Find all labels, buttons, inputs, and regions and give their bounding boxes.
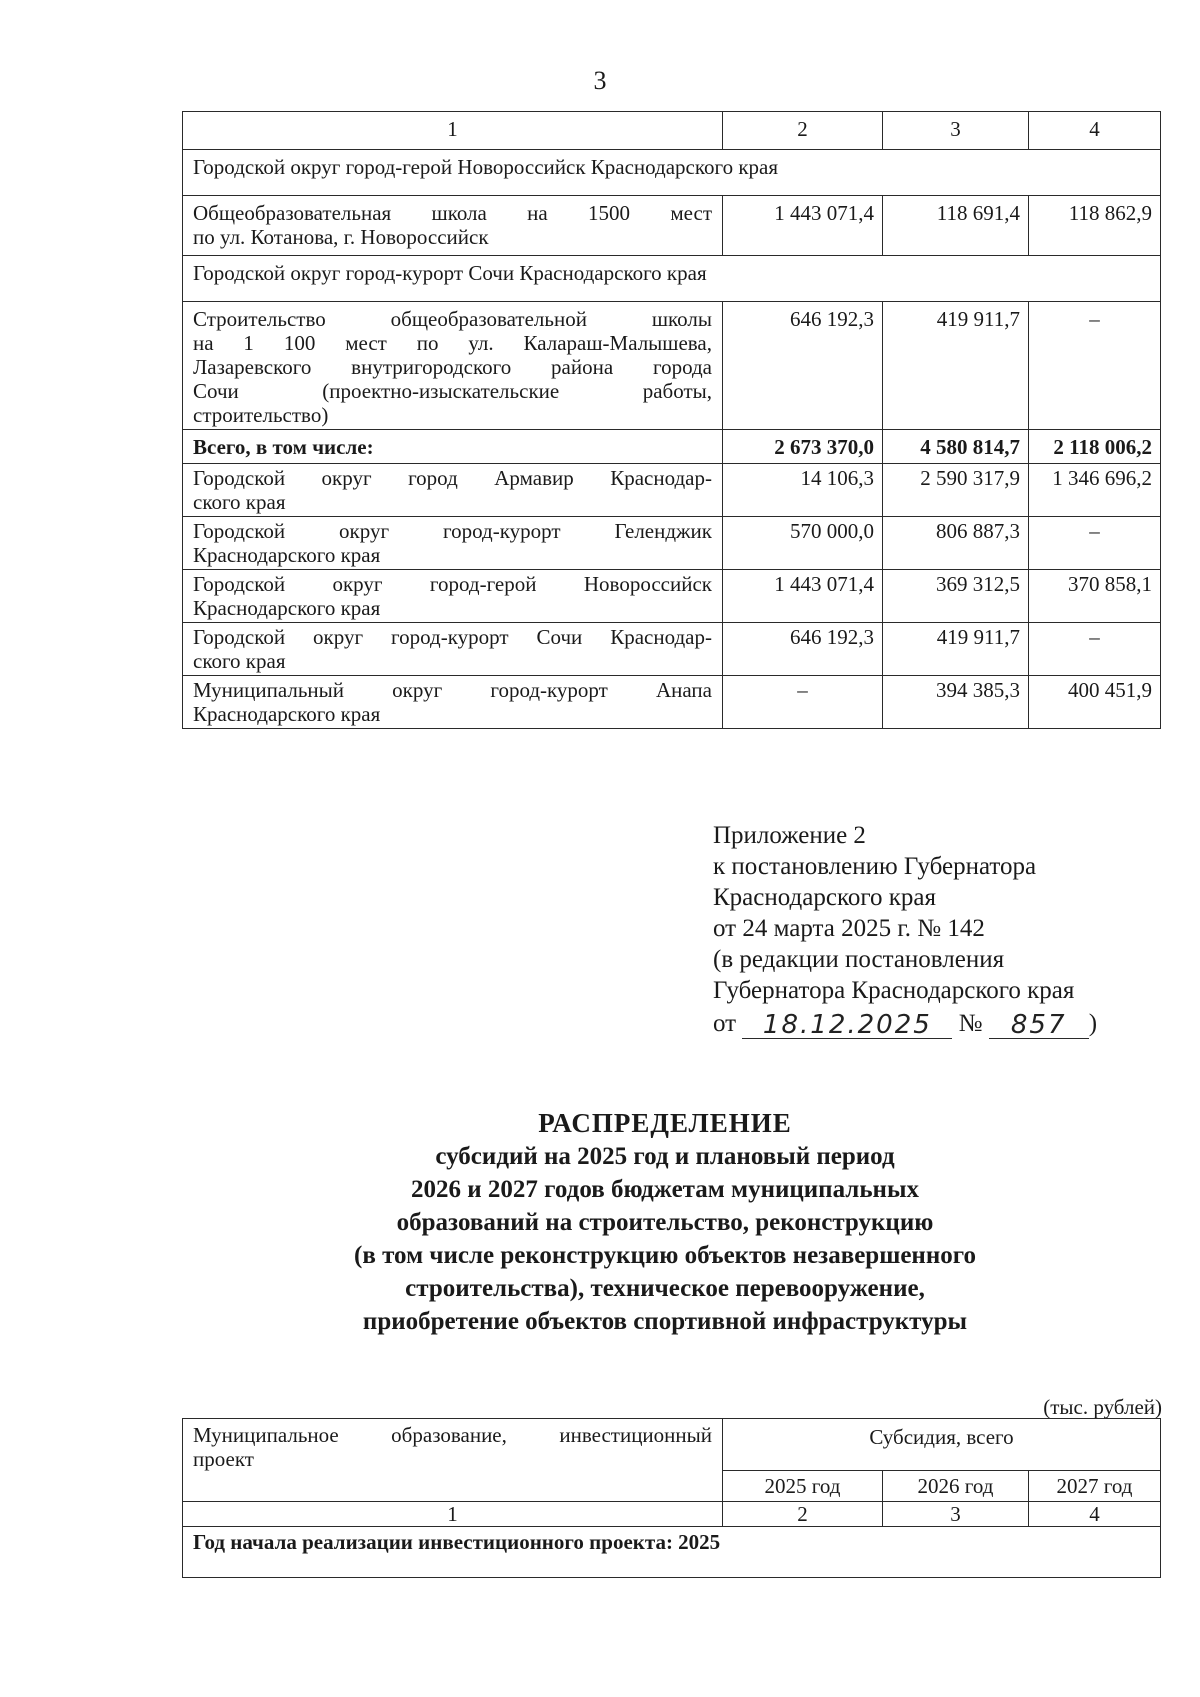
table-header-row	[183, 112, 1161, 150]
title-line: приобретение объектов спортивной инфраструктуры	[362, 1308, 968, 1335]
appendix-block	[713, 820, 1097, 1039]
year-header: 2027 год	[1029, 1471, 1161, 1502]
header-line: Муниципальное образование, инвестиционный	[193, 1423, 712, 1447]
value-2025: 646 192,3	[723, 302, 883, 430]
value-2025: 14 106,3	[723, 464, 883, 517]
title-line: образований на строительство, реконструкцию	[396, 1209, 934, 1236]
value-2027: –	[1029, 623, 1161, 676]
table-row	[183, 517, 1161, 570]
column-number: 4	[1029, 1502, 1161, 1527]
column-number: 1	[183, 1502, 723, 1527]
project-name-line: строительство)	[193, 403, 329, 427]
table-row	[183, 464, 1161, 517]
project-name-cell	[183, 196, 723, 256]
signature-line	[713, 1008, 1097, 1039]
section-start-year: Год начала реализации инвестиционного проекта: 2025	[183, 1527, 1161, 1578]
column-number: 2	[723, 1502, 883, 1527]
header-cell: 2	[723, 112, 883, 150]
column-header-municipality	[183, 1419, 723, 1502]
total-2026: 4 580 814,7	[883, 430, 1029, 464]
section-row	[183, 256, 1161, 302]
municipality-line: Муниципальный округ город-курорт Анапа	[193, 678, 712, 702]
project-name-line: Сочи (проектно-изыскательские работы,	[193, 379, 712, 403]
distribution-table	[182, 1418, 1161, 1578]
table-row	[183, 196, 1161, 256]
handwritten-number: 857	[1010, 1010, 1067, 1040]
section-novorossiysk: Городской округ город-герой Новороссийск Краснодарского края	[183, 150, 1161, 196]
header-cell: 4	[1029, 112, 1161, 150]
value-2027: 118 862,9	[1029, 196, 1161, 256]
column-header-subsidy: Субсидия, всего	[723, 1419, 1161, 1471]
subsidy-table-continued	[182, 111, 1161, 729]
value-2026: 419 911,7	[883, 302, 1029, 430]
project-name-line: Строительство общеобразовательной школы	[193, 307, 712, 331]
municipality-line: Городской округ город-курорт Сочи Краснодар-	[193, 625, 712, 649]
number-label: №	[958, 1010, 983, 1037]
handwritten-date: 18.12.2025	[762, 1010, 932, 1040]
date-field	[742, 1010, 952, 1039]
year-header: 2025 год	[723, 1471, 883, 1502]
appendix-line: к постановлению Губернатора	[713, 853, 1037, 880]
municipality-line: Краснодарского края	[193, 543, 381, 567]
value-2025: 1 443 071,4	[723, 570, 883, 623]
value-2026: 806 887,3	[883, 517, 1029, 570]
page-number: 3	[593, 66, 607, 95]
municipality-line: Городской округ город Армавир Краснодар-	[193, 466, 712, 490]
table-row	[183, 623, 1161, 676]
value-2025: –	[723, 676, 883, 729]
value-2025: 646 192,3	[723, 623, 883, 676]
table-row	[183, 676, 1161, 729]
table-row	[183, 302, 1161, 430]
value-2026: 118 691,4	[883, 196, 1029, 256]
municipality-line: Краснодарского края	[193, 596, 381, 620]
section-row	[183, 150, 1161, 196]
appendix-line: Краснодарского края	[713, 884, 936, 911]
column-number: 3	[883, 1502, 1029, 1527]
column-number-row	[183, 1502, 1161, 1527]
value-2025: 570 000,0	[723, 517, 883, 570]
municipality-line: ского края	[193, 490, 286, 514]
value-2027: –	[1029, 302, 1161, 430]
project-name-line: на 1 100 мест по ул. Калараш-Малышева,	[193, 331, 712, 355]
municipality-line: Городской округ город-герой Новороссийск	[193, 572, 712, 596]
close-paren: )	[1088, 1010, 1098, 1037]
table-header-row	[183, 1419, 1161, 1471]
header-cell: 3	[883, 112, 1029, 150]
appendix-line: (в редакции постановления	[713, 946, 1005, 973]
document-title	[0, 1107, 1200, 1338]
project-name-line: Общеобразовательная школа на 1500 мест	[193, 201, 712, 225]
section-sochi: Городской округ город-курорт Сочи Краснодарского края	[183, 256, 1161, 302]
municipality-line: ского края	[193, 649, 286, 673]
project-name-cell	[183, 302, 723, 430]
table-row	[183, 570, 1161, 623]
title-line: субсидий на 2025 год и плановый период	[435, 1143, 895, 1170]
title-line: (в том числе реконструкцию объектов незавершенного	[354, 1242, 976, 1269]
year-header: 2026 год	[883, 1471, 1029, 1502]
appendix-line: от 24 марта 2025 г. № 142	[713, 915, 985, 942]
units-label: (тыс. рублей)	[1043, 1395, 1162, 1419]
value-2027: 1 346 696,2	[1029, 464, 1161, 517]
project-name-line: Лазаревского внутригородского района города	[193, 355, 712, 379]
municipality-line: Краснодарского края	[193, 702, 381, 726]
section-row	[183, 1527, 1161, 1578]
value-2027: 370 858,1	[1029, 570, 1161, 623]
municipality-line: Городской округ город-курорт Геленджик	[193, 519, 712, 543]
project-name-line: по ул. Котанова, г. Новороссийск	[193, 225, 489, 249]
appendix-line: Губернатора Краснодарского края	[713, 977, 1075, 1004]
value-2026: 394 385,3	[883, 676, 1029, 729]
municipality-cell	[183, 517, 723, 570]
value-2027: 400 451,9	[1029, 676, 1161, 729]
ot-label: от	[713, 1010, 737, 1037]
municipality-cell	[183, 570, 723, 623]
value-2027: –	[1029, 517, 1161, 570]
value-2025: 1 443 071,4	[723, 196, 883, 256]
header-line: проект	[193, 1447, 254, 1471]
title-heading: РАСПРЕДЕЛЕНИЕ	[538, 1108, 792, 1138]
appendix-line: Приложение 2	[713, 822, 866, 849]
total-row	[183, 430, 1161, 464]
title-line: строительства), техническое перевооружение,	[405, 1275, 925, 1302]
total-2025: 2 673 370,0	[723, 430, 883, 464]
municipality-cell	[183, 464, 723, 517]
municipality-cell	[183, 676, 723, 729]
value-2026: 419 911,7	[883, 623, 1029, 676]
header-cell: 1	[183, 112, 723, 150]
number-field	[989, 1010, 1089, 1039]
total-2027: 2 118 006,2	[1029, 430, 1161, 464]
municipality-cell	[183, 623, 723, 676]
value-2026: 2 590 317,9	[883, 464, 1029, 517]
value-2026: 369 312,5	[883, 570, 1029, 623]
total-label: Всего, в том числе:	[183, 430, 723, 464]
title-line: 2026 и 2027 годов бюджетам муниципальных	[411, 1176, 919, 1203]
